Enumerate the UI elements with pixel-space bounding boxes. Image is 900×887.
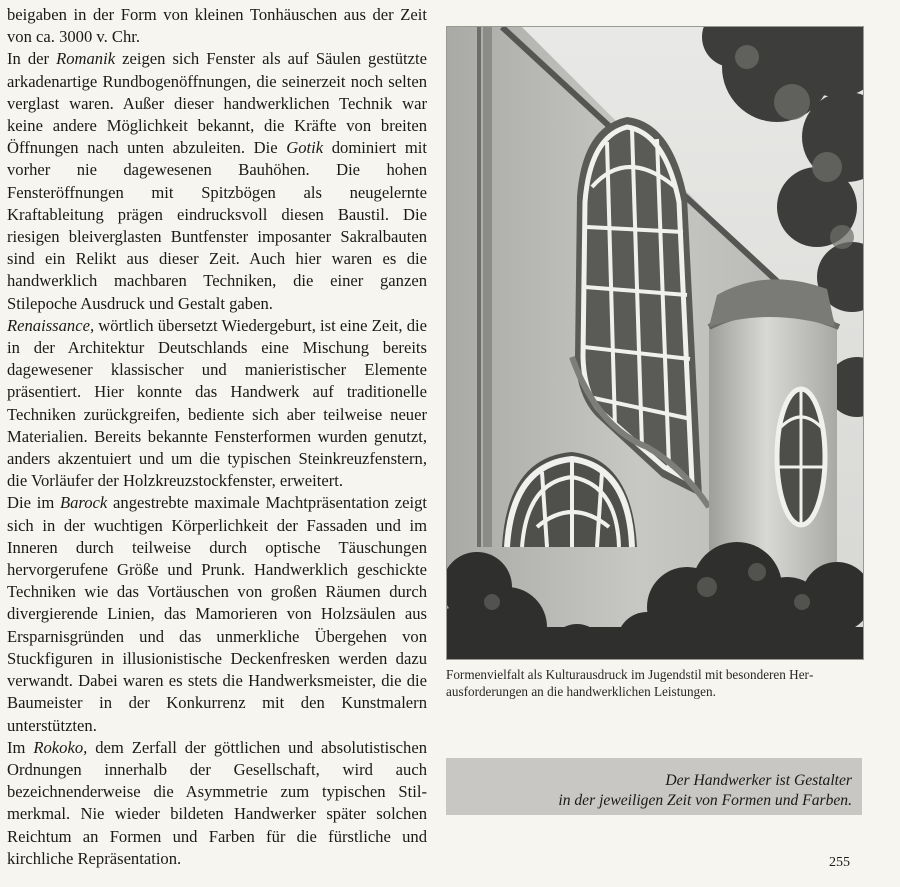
epoch-term: Gotik — [286, 138, 324, 158]
text-run: zeigen sich Fenster als auf Säulen gestützte arkadenartige Rundbogenöffnungen, die seinerzeit noch selten verglast waren. Außer dieser handwerklichen Technik war keine andere Möglichkeit bekannt, die Kräfte von breiten Öffnungen nach unten abzuleiten. Die — [7, 49, 427, 158]
epoch-term: Renaissance, — [7, 315, 95, 335]
jugendstil-building-photo — [446, 26, 864, 660]
text-run: In der — [7, 49, 57, 69]
body-paragraph — [7, 315, 427, 493]
pull-quote-box — [446, 758, 862, 815]
body-text-column — [7, 4, 427, 870]
body-paragraph — [7, 4, 427, 48]
epoch-term: Barock — [59, 493, 108, 513]
epoch-term: Rokoko, — [33, 737, 88, 757]
page-number: 255 — [829, 855, 850, 870]
pull-quote-line-1: Der Handwerker ist Gestalter — [665, 772, 852, 789]
epoch-term: Romanik — [56, 49, 116, 69]
text-run: wörtlich übersetzt Wiedergeburt, ist eine Zeit, die in der Architektur Deutschlands eine Mischung bereits dagewesener klassischer und manieristischer Elemente präsentiert. Hier konnte das Handwerk auf traditionelle Techniken zurückgreifen, bediente sich aber teilweise neuer Materialien. Bereits bekannte Fensterformen wurden genutzt, anders akzentuiert und um die typischen Steinkreuzfenstern, die Vorläufer der Holzkreuzstockfenster, erweitert. — [7, 315, 427, 491]
body-paragraph — [7, 492, 427, 736]
figure-caption: Formenvielfalt als Kulturausdruck im Jugendstil mit besonderen Herausforderungen an die handwerklichen Leistungen. — [446, 667, 814, 699]
pull-quote-line-2: in der jeweiligen Zeit von Formen und Farben. — [558, 792, 852, 809]
text-run: beigaben in der Form von kleinen Tonhäuschen aus der Zeit von ca. 3000 v. Chr. — [7, 5, 427, 47]
text-run: Die im — [7, 493, 60, 513]
text-run: Im — [7, 737, 34, 757]
text-run: angestrebte maximale Machtpräsentation zeigt sich in der wuchtigen Körperlichkeit der Fassaden und im Inneren durch teilweise durch optische Täuschungen hervorgerufene Größe und Prunk. Handwerklich geschickte Techniken wie das Vortäuschen von großen Räumen durch divergierende Linien, das Mamorieren von Holzsäulen aus Ersparnisgründen und das unmerkliche Übergehen von Stuckfiguren in illusionistische Deckenfresken werden dazu verwandt. Dabei waren es stets die Handwerksmeister, die die Baumeister in der Konkurrenz mit den Kunstmalern unterstützten. — [7, 493, 428, 735]
body-paragraph — [7, 737, 427, 870]
text-run: dominiert mit vorher nie dagewesenen Bauhöhen. Die hohen Fensteröffnungen mit Spitzbögen als neugelernte Kraftableitung prägen eindrucksvoll diesen Baustil. Die riesigen bleiverglasten Buntfenster imposanter Sakralbauten sind ein Relikt aus dieser Zeit. Auch hier waren es die handwerklich machbaren Techniken, die einer ganzen Stilepoche Ausdruck und Gestalt gaben. — [7, 138, 427, 313]
text-run: dem Zerfall der göttlichen und absolutistischen Ordnungen innerhalb der Gesellschaft, wird auch bezeichnenderweise die Asymmetrie zum typischen Stilmerkmal. Nie wieder bildeten Handwerker später solchen Reichtum an Formen und Farben für die fürstliche und kirchliche Repräsentation. — [7, 737, 427, 868]
body-paragraph — [7, 48, 427, 314]
